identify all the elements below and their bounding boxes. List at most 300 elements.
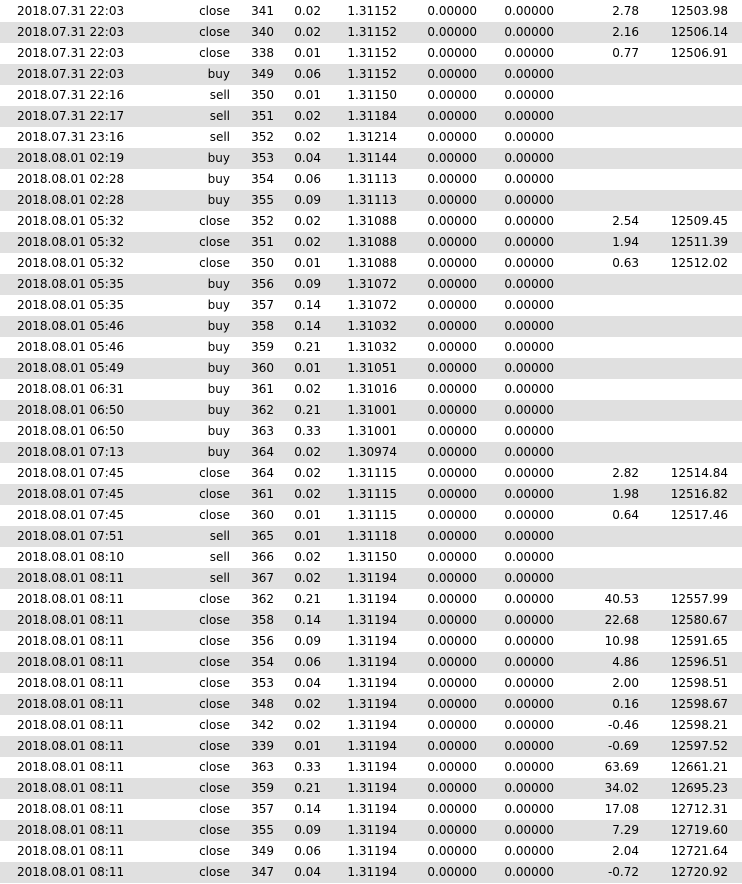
- stop-loss: 0.00000: [427, 718, 477, 732]
- trade-time: 2018.08.01 07:45: [17, 466, 125, 480]
- account-balance: 12516.82: [670, 487, 728, 501]
- order-number: 361: [251, 382, 274, 396]
- trade-price: 1.31001: [347, 424, 397, 438]
- table-row: [0, 862, 742, 883]
- table-row: [0, 274, 742, 295]
- take-profit: 0.00000: [504, 592, 554, 606]
- order-number: 350: [251, 256, 274, 270]
- take-profit: 0.00000: [504, 844, 554, 858]
- lot-size: 0.14: [294, 298, 321, 312]
- stop-loss: 0.00000: [427, 571, 477, 585]
- account-balance: 12517.46: [670, 508, 728, 522]
- table-row: [0, 106, 742, 127]
- stop-loss: 0.00000: [427, 193, 477, 207]
- stop-loss: 0.00000: [427, 508, 477, 522]
- stop-loss: 0.00000: [427, 298, 477, 312]
- trade-time: 2018.08.01 05:46: [17, 319, 125, 333]
- order-number: 367: [251, 571, 274, 585]
- trade-time: 2018.08.01 05:32: [17, 235, 125, 249]
- trade-profit: 63.69: [604, 760, 639, 774]
- stop-loss: 0.00000: [427, 151, 477, 165]
- table-row: [0, 253, 742, 274]
- trade-price: 1.31194: [347, 865, 397, 879]
- trade-price: 1.31150: [347, 88, 397, 102]
- take-profit: 0.00000: [504, 46, 554, 60]
- trade-history-table: [0, 1, 742, 883]
- lot-size: 0.02: [294, 382, 321, 396]
- lot-size: 0.02: [294, 571, 321, 585]
- take-profit: 0.00000: [504, 445, 554, 459]
- stop-loss: 0.00000: [427, 760, 477, 774]
- lot-size: 0.09: [294, 634, 321, 648]
- lot-size: 0.04: [294, 151, 321, 165]
- table-row: [0, 631, 742, 652]
- trade-time: 2018.08.01 06:50: [17, 403, 125, 417]
- stop-loss: 0.00000: [427, 550, 477, 564]
- trade-profit: 2.78: [612, 4, 639, 18]
- take-profit: 0.00000: [504, 529, 554, 543]
- trade-price: 1.31152: [347, 4, 397, 18]
- stop-loss: 0.00000: [427, 445, 477, 459]
- trade-type: close: [199, 739, 230, 753]
- trade-profit: 2.00: [612, 676, 639, 690]
- account-balance: 12509.45: [670, 214, 728, 228]
- trade-time: 2018.08.01 08:11: [17, 844, 125, 858]
- trade-price: 1.31194: [347, 760, 397, 774]
- take-profit: 0.00000: [504, 508, 554, 522]
- lot-size: 0.01: [294, 361, 321, 375]
- trade-profit: -0.69: [607, 739, 639, 753]
- trade-type: sell: [209, 529, 230, 543]
- account-balance: [648, 442, 728, 463]
- trade-type: sell: [209, 109, 230, 123]
- trade-type: close: [199, 718, 230, 732]
- stop-loss: 0.00000: [427, 844, 477, 858]
- order-number: 357: [251, 298, 274, 312]
- trade-type: buy: [207, 382, 230, 396]
- trade-price: 1.31115: [347, 508, 397, 522]
- table-row: [0, 841, 742, 862]
- account-balance: [648, 190, 728, 211]
- lot-size: 0.21: [294, 340, 321, 354]
- trade-profit: 4.86: [612, 655, 639, 669]
- trade-price: 1.31088: [347, 235, 397, 249]
- table-row: [0, 568, 742, 589]
- order-number: 354: [251, 655, 274, 669]
- trade-time: 2018.08.01 07:13: [17, 445, 125, 459]
- trade-type: close: [199, 256, 230, 270]
- trade-price: 1.31113: [347, 193, 397, 207]
- lot-size: 0.02: [294, 697, 321, 711]
- order-number: 364: [251, 466, 274, 480]
- trade-price: 1.31194: [347, 781, 397, 795]
- trade-price: 1.31194: [347, 655, 397, 669]
- account-balance: [648, 127, 728, 148]
- take-profit: 0.00000: [504, 277, 554, 291]
- lot-size: 0.04: [294, 676, 321, 690]
- trade-time: 2018.07.31 22:03: [17, 46, 125, 60]
- trade-type: buy: [207, 445, 230, 459]
- trade-price: 1.31113: [347, 172, 397, 186]
- account-balance: [648, 316, 728, 337]
- table-row: [0, 337, 742, 358]
- trade-profit: [569, 358, 639, 379]
- lot-size: 0.01: [294, 256, 321, 270]
- trade-type: buy: [207, 151, 230, 165]
- lot-size: 0.33: [294, 424, 321, 438]
- trade-price: 1.31150: [347, 550, 397, 564]
- lot-size: 0.14: [294, 802, 321, 816]
- table-row: [0, 22, 742, 43]
- take-profit: 0.00000: [504, 130, 554, 144]
- table-row: [0, 169, 742, 190]
- stop-loss: 0.00000: [427, 865, 477, 879]
- stop-loss: 0.00000: [427, 592, 477, 606]
- lot-size: 0.02: [294, 445, 321, 459]
- trade-profit: [569, 148, 639, 169]
- lot-size: 0.06: [294, 655, 321, 669]
- trade-profit: [569, 526, 639, 547]
- order-number: 359: [251, 340, 274, 354]
- take-profit: 0.00000: [504, 151, 554, 165]
- trade-type: close: [199, 46, 230, 60]
- lot-size: 0.02: [294, 4, 321, 18]
- table-row: [0, 358, 742, 379]
- account-balance: [648, 568, 728, 589]
- take-profit: 0.00000: [504, 781, 554, 795]
- trade-price: 1.31088: [347, 214, 397, 228]
- trade-time: 2018.07.31 23:16: [17, 130, 125, 144]
- lot-size: 0.06: [294, 844, 321, 858]
- take-profit: 0.00000: [504, 424, 554, 438]
- stop-loss: 0.00000: [427, 487, 477, 501]
- order-number: 356: [251, 277, 274, 291]
- trade-price: 1.31072: [347, 298, 397, 312]
- trade-price: 1.30974: [347, 445, 397, 459]
- trade-profit: 2.54: [612, 214, 639, 228]
- stop-loss: 0.00000: [427, 466, 477, 480]
- stop-loss: 0.00000: [427, 109, 477, 123]
- order-number: 352: [251, 214, 274, 228]
- account-balance: 12557.99: [670, 592, 728, 606]
- trade-type: buy: [207, 361, 230, 375]
- lot-size: 0.02: [294, 214, 321, 228]
- trade-type: buy: [207, 424, 230, 438]
- account-balance: 12597.52: [670, 739, 728, 753]
- trade-price: 1.31016: [347, 382, 397, 396]
- take-profit: 0.00000: [504, 235, 554, 249]
- trade-profit: [569, 190, 639, 211]
- trade-profit: -0.46: [607, 718, 639, 732]
- take-profit: 0.00000: [504, 319, 554, 333]
- account-balance: 12721.64: [670, 844, 728, 858]
- lot-size: 0.02: [294, 466, 321, 480]
- stop-loss: 0.00000: [427, 67, 477, 81]
- trade-type: buy: [207, 319, 230, 333]
- account-balance: [648, 421, 728, 442]
- order-number: 349: [251, 844, 274, 858]
- stop-loss: 0.00000: [427, 340, 477, 354]
- trade-profit: [569, 295, 639, 316]
- take-profit: 0.00000: [504, 676, 554, 690]
- take-profit: 0.00000: [504, 214, 554, 228]
- trade-time: 2018.08.01 02:28: [17, 193, 125, 207]
- trade-type: close: [199, 487, 230, 501]
- trade-type: close: [199, 634, 230, 648]
- trade-time: 2018.08.01 08:11: [17, 676, 125, 690]
- trade-profit: [569, 106, 639, 127]
- trade-type: close: [199, 235, 230, 249]
- trade-profit: 17.08: [604, 802, 639, 816]
- trade-type: close: [199, 592, 230, 606]
- order-number: 362: [251, 403, 274, 417]
- stop-loss: 0.00000: [427, 256, 477, 270]
- order-number: 349: [251, 67, 274, 81]
- stop-loss: 0.00000: [427, 781, 477, 795]
- stop-loss: 0.00000: [427, 529, 477, 543]
- order-number: 355: [251, 823, 274, 837]
- account-balance: 12580.67: [670, 613, 728, 627]
- take-profit: 0.00000: [504, 823, 554, 837]
- trade-profit: 2.82: [612, 466, 639, 480]
- account-balance: 12506.14: [670, 25, 728, 39]
- trade-profit: 40.53: [604, 592, 639, 606]
- trade-profit: 22.68: [604, 613, 639, 627]
- trade-price: 1.31194: [347, 571, 397, 585]
- trade-price: 1.31051: [347, 361, 397, 375]
- lot-size: 0.14: [294, 613, 321, 627]
- stop-loss: 0.00000: [427, 424, 477, 438]
- trade-price: 1.31115: [347, 487, 397, 501]
- trade-price: 1.31152: [347, 67, 397, 81]
- order-number: 351: [251, 235, 274, 249]
- lot-size: 0.01: [294, 88, 321, 102]
- account-balance: 12512.02: [670, 256, 728, 270]
- trade-time: 2018.07.31 22:03: [17, 25, 125, 39]
- account-balance: [648, 106, 728, 127]
- order-number: 355: [251, 193, 274, 207]
- trade-time: 2018.08.01 08:11: [17, 592, 125, 606]
- table-row: [0, 778, 742, 799]
- account-balance: [648, 400, 728, 421]
- trade-price: 1.31194: [347, 739, 397, 753]
- stop-loss: 0.00000: [427, 277, 477, 291]
- trade-profit: 0.77: [612, 46, 639, 60]
- trade-profit: [569, 316, 639, 337]
- order-number: 358: [251, 613, 274, 627]
- lot-size: 0.02: [294, 109, 321, 123]
- stop-loss: 0.00000: [427, 235, 477, 249]
- lot-size: 0.02: [294, 235, 321, 249]
- trade-profit: 0.16: [612, 697, 639, 711]
- trade-price: 1.31194: [347, 823, 397, 837]
- lot-size: 0.01: [294, 739, 321, 753]
- table-row: [0, 610, 742, 631]
- trade-price: 1.31118: [347, 529, 397, 543]
- lot-size: 0.02: [294, 550, 321, 564]
- take-profit: 0.00000: [504, 25, 554, 39]
- take-profit: 0.00000: [504, 340, 554, 354]
- lot-size: 0.04: [294, 865, 321, 879]
- trade-profit: [569, 547, 639, 568]
- lot-size: 0.02: [294, 25, 321, 39]
- lot-size: 0.21: [294, 592, 321, 606]
- stop-loss: 0.00000: [427, 214, 477, 228]
- order-number: 366: [251, 550, 274, 564]
- trade-price: 1.31194: [347, 802, 397, 816]
- trade-price: 1.31194: [347, 592, 397, 606]
- take-profit: 0.00000: [504, 172, 554, 186]
- trade-type: buy: [207, 403, 230, 417]
- take-profit: 0.00000: [504, 634, 554, 648]
- order-number: 357: [251, 802, 274, 816]
- account-balance: 12514.84: [670, 466, 728, 480]
- lot-size: 0.02: [294, 130, 321, 144]
- order-number: 364: [251, 445, 274, 459]
- trade-type: close: [199, 214, 230, 228]
- table-row: [0, 820, 742, 841]
- trade-price: 1.31144: [347, 151, 397, 165]
- lot-size: 0.14: [294, 319, 321, 333]
- trade-time: 2018.08.01 08:11: [17, 655, 125, 669]
- order-number: 351: [251, 109, 274, 123]
- stop-loss: 0.00000: [427, 739, 477, 753]
- table-row: [0, 421, 742, 442]
- account-balance: 12596.51: [670, 655, 728, 669]
- trade-time: 2018.08.01 06:31: [17, 382, 125, 396]
- trade-type: close: [199, 466, 230, 480]
- table-row: [0, 673, 742, 694]
- trade-time: 2018.08.01 08:11: [17, 697, 125, 711]
- trade-type: buy: [207, 193, 230, 207]
- lot-size: 0.06: [294, 67, 321, 81]
- take-profit: 0.00000: [504, 361, 554, 375]
- lot-size: 0.09: [294, 193, 321, 207]
- trade-type: buy: [207, 172, 230, 186]
- trade-profit: [569, 442, 639, 463]
- trade-time: 2018.08.01 05:49: [17, 361, 125, 375]
- take-profit: 0.00000: [504, 67, 554, 81]
- trade-price: 1.31032: [347, 340, 397, 354]
- table-row: [0, 484, 742, 505]
- stop-loss: 0.00000: [427, 46, 477, 60]
- trade-type: close: [199, 823, 230, 837]
- take-profit: 0.00000: [504, 739, 554, 753]
- stop-loss: 0.00000: [427, 403, 477, 417]
- account-balance: [648, 379, 728, 400]
- trade-type: buy: [207, 277, 230, 291]
- account-balance: 12591.65: [670, 634, 728, 648]
- stop-loss: 0.00000: [427, 697, 477, 711]
- order-number: 341: [251, 4, 274, 18]
- table-row: [0, 400, 742, 421]
- trade-type: close: [199, 802, 230, 816]
- trade-time: 2018.08.01 08:11: [17, 739, 125, 753]
- table-row: [0, 295, 742, 316]
- table-row: [0, 652, 742, 673]
- stop-loss: 0.00000: [427, 802, 477, 816]
- table-row: [0, 442, 742, 463]
- order-number: 339: [251, 739, 274, 753]
- trade-price: 1.31115: [347, 466, 397, 480]
- trade-time: 2018.08.01 02:19: [17, 151, 125, 165]
- trade-time: 2018.07.31 22:17: [17, 109, 125, 123]
- take-profit: 0.00000: [504, 88, 554, 102]
- order-number: 365: [251, 529, 274, 543]
- order-number: 363: [251, 424, 274, 438]
- take-profit: 0.00000: [504, 382, 554, 396]
- trade-time: 2018.08.01 02:28: [17, 172, 125, 186]
- table-row: [0, 127, 742, 148]
- trade-time: 2018.08.01 08:11: [17, 718, 125, 732]
- trade-time: 2018.07.31 22:16: [17, 88, 125, 102]
- stop-loss: 0.00000: [427, 676, 477, 690]
- trade-time: 2018.08.01 07:51: [17, 529, 125, 543]
- order-number: 362: [251, 592, 274, 606]
- trade-profit: 0.64: [612, 508, 639, 522]
- order-number: 356: [251, 634, 274, 648]
- trade-price: 1.31032: [347, 319, 397, 333]
- take-profit: 0.00000: [504, 466, 554, 480]
- trade-profit: -0.72: [607, 865, 639, 879]
- take-profit: 0.00000: [504, 403, 554, 417]
- trade-time: 2018.08.01 08:11: [17, 781, 125, 795]
- table-row: [0, 1, 742, 22]
- stop-loss: 0.00000: [427, 382, 477, 396]
- lot-size: 0.01: [294, 529, 321, 543]
- table-row: [0, 43, 742, 64]
- lot-size: 0.33: [294, 760, 321, 774]
- lot-size: 0.21: [294, 403, 321, 417]
- table-row: [0, 316, 742, 337]
- trade-time: 2018.08.01 08:11: [17, 823, 125, 837]
- account-balance: [648, 358, 728, 379]
- trade-price: 1.31214: [347, 130, 397, 144]
- take-profit: 0.00000: [504, 802, 554, 816]
- account-balance: [648, 274, 728, 295]
- stop-loss: 0.00000: [427, 319, 477, 333]
- table-row: [0, 736, 742, 757]
- order-number: 352: [251, 130, 274, 144]
- order-number: 338: [251, 46, 274, 60]
- trade-time: 2018.08.01 08:11: [17, 634, 125, 648]
- account-balance: 12598.51: [670, 676, 728, 690]
- stop-loss: 0.00000: [427, 88, 477, 102]
- account-balance: [648, 64, 728, 85]
- account-balance: 12503.98: [670, 4, 728, 18]
- trade-price: 1.31194: [347, 613, 397, 627]
- trade-profit: [569, 85, 639, 106]
- trade-time: 2018.08.01 08:11: [17, 613, 125, 627]
- take-profit: 0.00000: [504, 193, 554, 207]
- order-number: 354: [251, 172, 274, 186]
- table-row: [0, 526, 742, 547]
- trade-price: 1.31184: [347, 109, 397, 123]
- stop-loss: 0.00000: [427, 361, 477, 375]
- stop-loss: 0.00000: [427, 655, 477, 669]
- table-row: [0, 379, 742, 400]
- table-row: [0, 715, 742, 736]
- trade-price: 1.31194: [347, 697, 397, 711]
- stop-loss: 0.00000: [427, 613, 477, 627]
- trade-profit: 2.16: [612, 25, 639, 39]
- order-number: 350: [251, 88, 274, 102]
- take-profit: 0.00000: [504, 760, 554, 774]
- take-profit: 0.00000: [504, 550, 554, 564]
- trade-profit: [569, 568, 639, 589]
- trade-profit: [569, 379, 639, 400]
- trade-price: 1.31194: [347, 718, 397, 732]
